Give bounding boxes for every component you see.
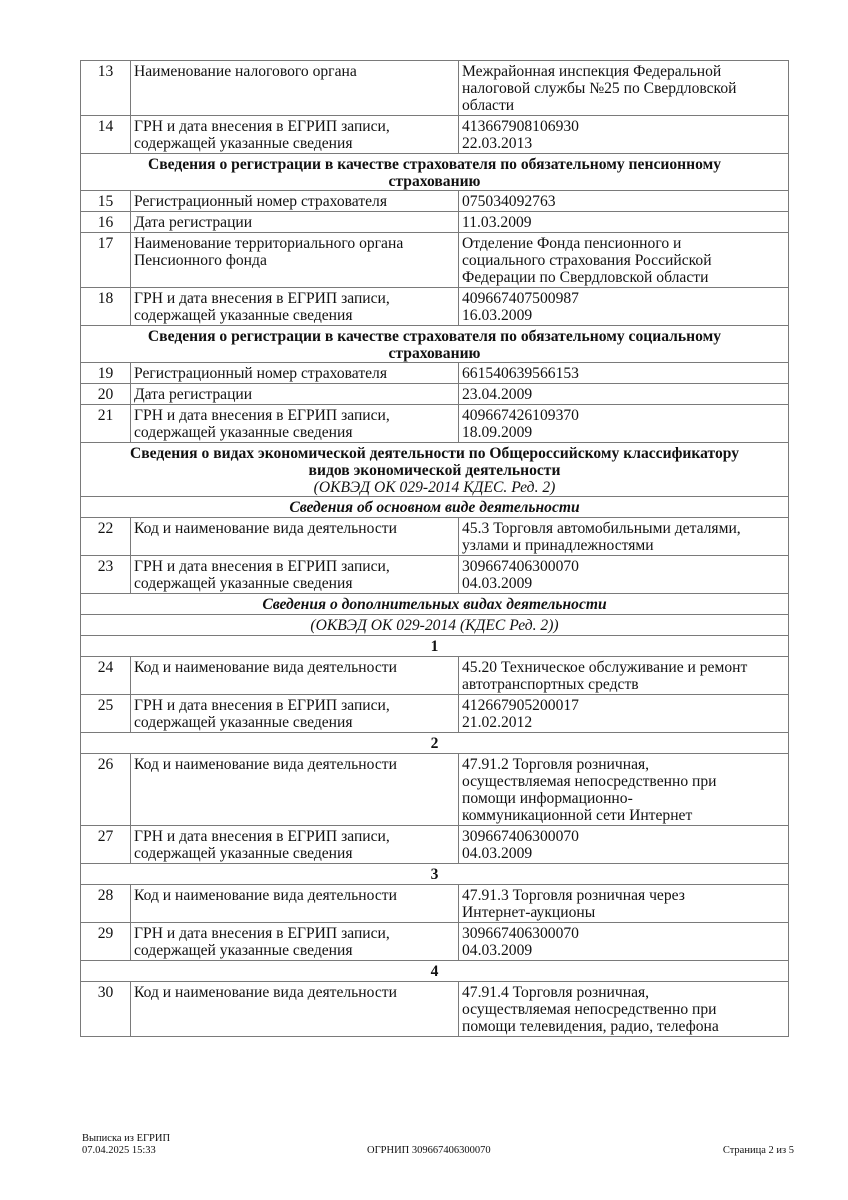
text-line: содержащей указанные сведения [134, 135, 353, 152]
row-number: 17 [81, 233, 131, 288]
text-line: ГРН и дата внесения в ЕГРИП записи, [134, 118, 390, 135]
text-line: 11.03.2009 [462, 214, 532, 231]
row-number: 18 [81, 288, 131, 326]
row-label [131, 695, 459, 733]
row-value [459, 885, 789, 923]
row-label [131, 405, 459, 443]
table-row [81, 405, 789, 443]
row-number: 26 [81, 754, 131, 826]
row-label [131, 61, 459, 116]
text-line: Дата регистрации [134, 386, 253, 403]
text-line: содержащей указанные сведения [134, 307, 353, 324]
row-label [131, 923, 459, 961]
row-value [459, 556, 789, 594]
classifier-note-row [81, 615, 789, 636]
table-row [81, 61, 789, 116]
row-label [131, 982, 459, 1037]
text-line: Наименование налогового органа [134, 63, 357, 80]
text-line: ГРН и дата внесения в ЕГРИП записи, [134, 558, 390, 575]
text-line: содержащей указанные сведения [134, 575, 353, 592]
row-label [131, 885, 459, 923]
subsection-header-row [81, 497, 789, 518]
text-line: страхованию [388, 345, 481, 362]
row-label [131, 116, 459, 154]
group-number-row [81, 864, 789, 885]
egrip-extract-table [80, 60, 789, 1037]
section-header [81, 154, 789, 191]
table-row [81, 923, 789, 961]
row-value [459, 657, 789, 695]
text-line: 47.91.3 Торговля розничная через [462, 887, 685, 904]
text-line: Код и наименование вида деятельности [134, 887, 397, 904]
text-line: 45.20 Техническое обслуживание и ремонт [462, 659, 748, 676]
classifier-note: (ОКВЭД ОК 029-2014 (КДЕС Ред. 2)) [81, 615, 789, 636]
text-line: коммуникационной сети Интернет [462, 807, 693, 824]
row-value [459, 191, 789, 212]
text-line: осуществляемая непосредственно при [462, 1001, 717, 1018]
text-line: ГРН и дата внесения в ЕГРИП записи, [134, 925, 390, 942]
table-row [81, 826, 789, 864]
group-number: 3 [81, 864, 789, 885]
row-label [131, 826, 459, 864]
text-line: 309667406300070 [462, 925, 579, 942]
table-row [81, 657, 789, 695]
text-line: содержащей указанные сведения [134, 424, 353, 441]
row-number: 19 [81, 363, 131, 384]
text-line: 18.09.2009 [462, 424, 533, 441]
text-line: Дата регистрации [134, 214, 253, 231]
text-line: содержащей указанные сведения [134, 714, 353, 731]
text-line: 661540639566153 [462, 365, 579, 382]
text-line: 21.02.2012 [462, 714, 533, 731]
table-row [81, 754, 789, 826]
section-header [81, 326, 789, 363]
text-line: 309667406300070 [462, 558, 579, 575]
group-number: 4 [81, 961, 789, 982]
text-line: 22.03.2013 [462, 135, 533, 152]
table-row [81, 363, 789, 384]
text-line: помощи телевидения, радио, телефона [462, 1018, 719, 1035]
text-line: узлами и принадлежностями [462, 537, 654, 554]
row-label [131, 288, 459, 326]
table-row [81, 288, 789, 326]
text-line: ГРН и дата внесения в ЕГРИП записи, [134, 290, 390, 307]
table-row [81, 556, 789, 594]
row-value [459, 363, 789, 384]
row-number: 25 [81, 695, 131, 733]
text-line: 47.91.2 Торговля розничная, [462, 756, 650, 773]
footer-ogrnip: ОГРНИП 309667406300070 [367, 1145, 491, 1156]
row-value [459, 695, 789, 733]
text-line: видов экономической деятельности [308, 462, 561, 479]
text-line: 04.03.2009 [462, 942, 533, 959]
row-number: 20 [81, 384, 131, 405]
row-value [459, 754, 789, 826]
row-value [459, 212, 789, 233]
text-line: области [462, 97, 515, 114]
text-line: автотранспортных средств [462, 676, 639, 693]
table-row [81, 191, 789, 212]
group-number: 2 [81, 733, 789, 754]
group-number-row [81, 961, 789, 982]
row-number: 30 [81, 982, 131, 1037]
text-line: 413667908106930 [462, 118, 579, 135]
group-number: 1 [81, 636, 789, 657]
text-line: Регистрационный номер страхователя [134, 193, 388, 210]
text-line: 23.04.2009 [462, 386, 533, 403]
row-label [131, 363, 459, 384]
subsection-header: Сведения об основном виде деятельности [81, 497, 789, 518]
section-header [81, 443, 789, 497]
row-value [459, 982, 789, 1037]
row-number: 14 [81, 116, 131, 154]
section-subtitle: (ОКВЭД ОК 029-2014 КДЕС. Ред. 2) [313, 479, 556, 496]
text-line: налоговой службы №25 по Свердловской [462, 80, 737, 97]
footer-doc-title: Выписка из ЕГРИП [82, 1133, 171, 1144]
table-row [81, 518, 789, 556]
table-row [81, 695, 789, 733]
table-row [81, 233, 789, 288]
row-number: 24 [81, 657, 131, 695]
text-line: Код и наименование вида деятельности [134, 756, 397, 773]
text-line: страхованию [388, 173, 481, 190]
row-value [459, 288, 789, 326]
text-line: Код и наименование вида деятельности [134, 984, 397, 1001]
row-number: 13 [81, 61, 131, 116]
row-label [131, 518, 459, 556]
row-value [459, 923, 789, 961]
row-label [131, 212, 459, 233]
group-number-row [81, 636, 789, 657]
text-line: 16.03.2009 [462, 307, 533, 324]
text-line: 309667406300070 [462, 828, 579, 845]
text-line: 47.91.4 Торговля розничная, [462, 984, 650, 1001]
row-number: 16 [81, 212, 131, 233]
row-value [459, 116, 789, 154]
text-line: Сведения о регистрации в качестве страхователя по обязательному социальному [147, 328, 722, 345]
text-line: Наименование территориального органа [134, 235, 404, 252]
footer-datetime: 07.04.2025 15:33 [82, 1145, 156, 1156]
text-line: ГРН и дата внесения в ЕГРИП записи, [134, 828, 390, 845]
text-line: содержащей указанные сведения [134, 942, 353, 959]
text-line: Код и наименование вида деятельности [134, 520, 397, 537]
row-value [459, 61, 789, 116]
text-line: Пенсионного фонда [134, 252, 267, 269]
text-line: Федерации по Свердловской области [462, 269, 709, 286]
text-line: осуществляемая непосредственно при [462, 773, 717, 790]
footer-left [82, 1133, 170, 1157]
row-value [459, 233, 789, 288]
section-header-row [81, 326, 789, 363]
row-number: 21 [81, 405, 131, 443]
footer-page-number: Страница 2 из 5 [722, 1145, 794, 1156]
text-line: 409667407500987 [462, 290, 579, 307]
subsection-header-row [81, 594, 789, 615]
row-value [459, 405, 789, 443]
text-line: 412667905200017 [462, 697, 579, 714]
text-line: помощи информационно- [462, 790, 633, 807]
text-line: Регистрационный номер страхователя [134, 365, 388, 382]
text-line: содержащей указанные сведения [134, 845, 353, 862]
text-line: 075034092763 [462, 193, 556, 210]
table-row [81, 212, 789, 233]
row-value [459, 826, 789, 864]
text-line: 04.03.2009 [462, 845, 533, 862]
text-line: 409667426109370 [462, 407, 579, 424]
row-label [131, 556, 459, 594]
subsection-header: Сведения о дополнительных видах деятельности [81, 594, 789, 615]
row-label [131, 191, 459, 212]
text-line: 04.03.2009 [462, 575, 533, 592]
text-line: Отделение Фонда пенсионного и [462, 235, 682, 252]
table-row [81, 885, 789, 923]
text-line: Межрайонная инспекция Федеральной [462, 63, 722, 80]
row-number: 23 [81, 556, 131, 594]
row-number: 27 [81, 826, 131, 864]
table-row [81, 116, 789, 154]
table-row [81, 982, 789, 1037]
row-number: 22 [81, 518, 131, 556]
text-line: Сведения о видах экономической деятельности по Общероссийскому классификатору [129, 445, 740, 462]
text-line: ГРН и дата внесения в ЕГРИП записи, [134, 697, 390, 714]
row-label [131, 657, 459, 695]
section-header-row [81, 443, 789, 497]
row-value [459, 518, 789, 556]
row-value [459, 384, 789, 405]
text-line: Интернет-аукционы [462, 904, 596, 921]
text-line: Сведения о регистрации в качестве страхователя по обязательному пенсионному [147, 156, 722, 173]
section-header-row [81, 154, 789, 191]
text-line: Код и наименование вида деятельности [134, 659, 397, 676]
group-number-row [81, 733, 789, 754]
table-row [81, 384, 789, 405]
row-number: 15 [81, 191, 131, 212]
row-label [131, 384, 459, 405]
row-number: 28 [81, 885, 131, 923]
row-number: 29 [81, 923, 131, 961]
row-label [131, 233, 459, 288]
text-line: 45.3 Торговля автомобильными деталями, [462, 520, 741, 537]
row-label [131, 754, 459, 826]
text-line: социального страхования Российской [462, 252, 712, 269]
table-body [81, 61, 789, 1037]
text-line: ГРН и дата внесения в ЕГРИП записи, [134, 407, 390, 424]
